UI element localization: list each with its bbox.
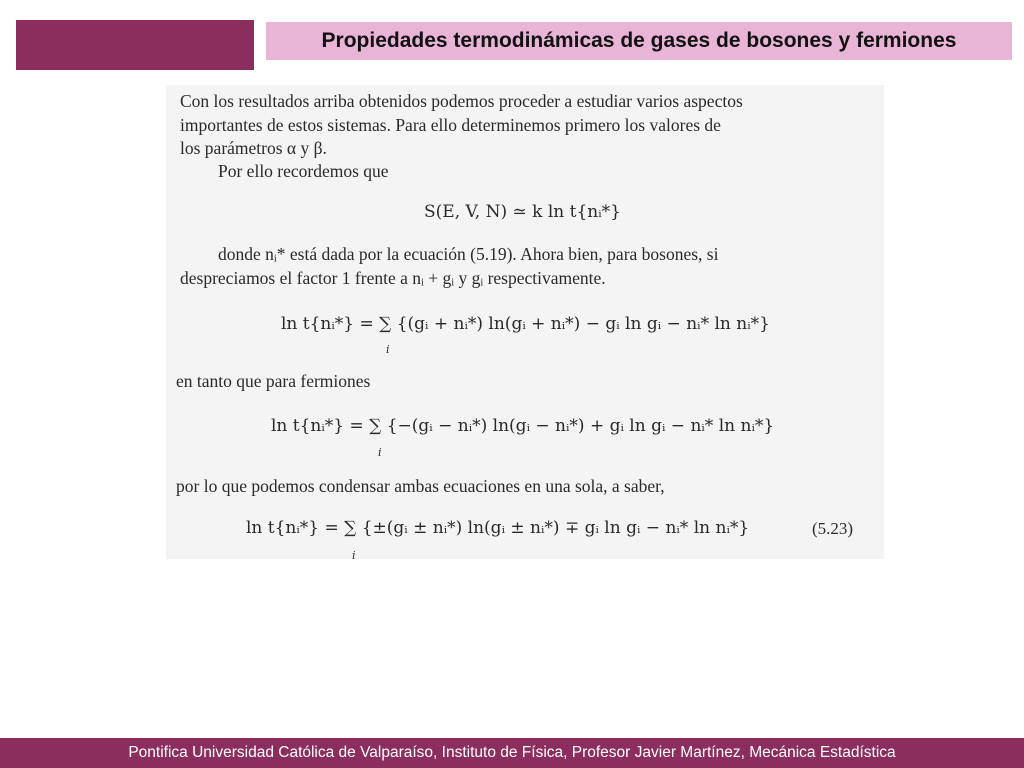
sum-index: i bbox=[352, 549, 356, 562]
equation-bosons: ln t{nᵢ*} = ∑ {(gᵢ + nᵢ*) ln(gᵢ + nᵢ*) − gᵢ ln gᵢ − nᵢ* ln nᵢ*} bbox=[281, 314, 770, 334]
equation-number: (5.23) bbox=[812, 519, 854, 538]
equation-combined: ln t{nᵢ*} = ∑ {±(gᵢ ± nᵢ*) ln(gᵢ ± nᵢ*) ∓ gᵢ ln gᵢ − nᵢ* ln nᵢ*} bbox=[246, 518, 750, 538]
paragraph-line: por lo que podemos condensar ambas ecuaciones en una sola, a saber, bbox=[176, 476, 665, 496]
paragraph-line: despreciamos el factor 1 frente a nᵢ + gᵢ y gᵢ respectivamente. bbox=[180, 268, 606, 288]
paragraph-line: los parámetros α y β. bbox=[180, 138, 327, 158]
equation-fermions: ln t{nᵢ*} = ∑ {−(gᵢ − nᵢ*) ln(gᵢ − nᵢ*) + gᵢ ln gᵢ − nᵢ* ln nᵢ*} bbox=[271, 416, 775, 436]
paragraph-line: donde nᵢ* está dada por la ecuación (5.19). Ahora bien, para bosones, si bbox=[218, 244, 719, 264]
sum-index: i bbox=[378, 446, 382, 459]
paragraph-line: Por ello recordemos que bbox=[218, 161, 389, 181]
paragraph-line: Con los resultados arriba obtenidos podemos proceder a estudiar varios aspectos bbox=[180, 91, 743, 111]
title-bar bbox=[266, 22, 1012, 60]
paragraph-line: en tanto que para fermiones bbox=[176, 371, 371, 391]
slide-title: Propiedades termodinámicas de gases de bosones y fermiones bbox=[321, 29, 957, 52]
equation-entropy: S(E, V, N) ≃ k ln t{nᵢ*} bbox=[424, 202, 621, 222]
sum-index: i bbox=[386, 343, 390, 356]
scanned-text-image bbox=[166, 85, 884, 562]
footer-bar bbox=[0, 738, 1024, 768]
paragraph-line: importantes de estos sistemas. Para ello determinemos primero los valores de bbox=[180, 115, 721, 135]
footer-text: Pontifica Universidad Católica de Valparaíso, Instituto de Física, Profesor Javier Martínez, Mecánica Estadística bbox=[128, 744, 896, 761]
header-accent-block bbox=[16, 20, 254, 70]
